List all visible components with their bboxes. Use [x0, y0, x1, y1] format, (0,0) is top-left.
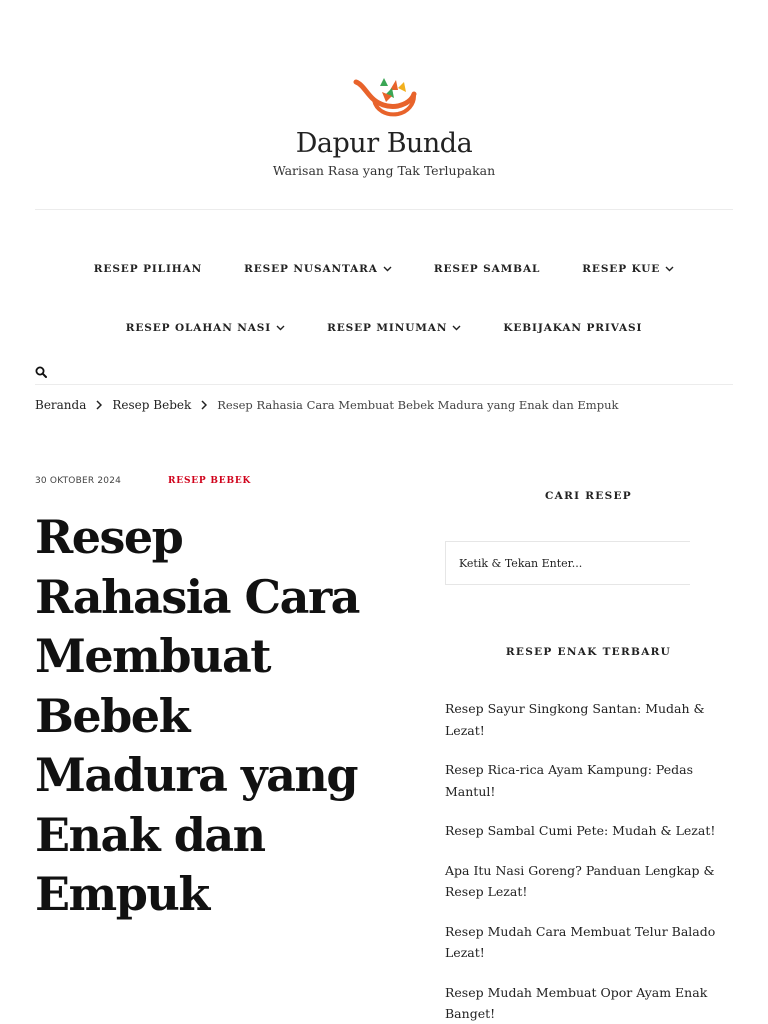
search-input[interactable]	[445, 541, 690, 585]
breadcrumb-category[interactable]: Resep Bebek	[112, 398, 192, 412]
recent-post-link[interactable]: Resep Rica-rica Ayam Kampung: Pedas Mantul!	[445, 762, 693, 799]
nav-item-label: RESEP SAMBAL	[433, 263, 541, 275]
chevron-right-icon	[96, 400, 102, 410]
post-date: 30 OKTOBER 2024	[35, 476, 122, 486]
nav-item-resep-minuman[interactable]	[306, 322, 482, 334]
nav-item-resep-pilihan[interactable]	[73, 263, 223, 275]
recent-post-link[interactable]: Resep Mudah Cara Membuat Telur Balado Lezat!	[445, 923, 716, 960]
header-divider	[35, 209, 733, 210]
recent-posts-list	[445, 698, 735, 1024]
nav-item-resep-nusantara[interactable]	[223, 263, 413, 275]
chevron-down-icon	[452, 325, 461, 331]
chevron-down-icon	[665, 266, 674, 272]
recent-post-link[interactable]: Resep Mudah Membuat Opor Ayam Enak Banget!	[445, 984, 708, 1021]
site-title[interactable]: Dapur Bunda	[295, 128, 473, 159]
recent-post-link[interactable]: Resep Sayur Singkong Santan: Mudah & Lezat!	[445, 701, 705, 738]
post-title: Resep Rahasia Cara Membuat Bebek Madura yang Enak dan Empuk	[35, 510, 359, 921]
nav-item-resep-kue[interactable]	[561, 263, 695, 275]
nav-divider	[35, 384, 733, 385]
search-icon[interactable]	[35, 366, 47, 378]
nav-item-resep-olahan-nasi[interactable]	[105, 322, 306, 334]
site-tagline: Warisan Rasa yang Tak Terlupakan	[272, 163, 496, 178]
recent-post-link[interactable]: Apa Itu Nasi Goreng? Panduan Lengkap & Resep Lezat!	[445, 862, 715, 899]
nav-item-resep-sambal[interactable]	[413, 263, 561, 275]
nav-item-label: RESEP MINUMAN	[327, 322, 448, 334]
recent-post-link[interactable]: Resep Sambal Cumi Pete: Mudah & Lezat!	[445, 823, 716, 838]
recent-posts-title: RESEP ENAK TERBARU	[505, 646, 672, 658]
nav-item-kebijakan-privasi[interactable]	[482, 322, 663, 334]
nav-item-label: RESEP KUE	[582, 263, 661, 275]
nav-item-label: RESEP PILIHAN	[93, 263, 203, 275]
breadcrumb	[35, 398, 618, 412]
nav-item-label: RESEP OLAHAN NASI	[125, 322, 272, 334]
post-category-link[interactable]: RESEP BEBEK	[168, 476, 252, 486]
search-widget-title: CARI RESEP	[544, 490, 632, 502]
main-nav-row-2	[0, 322, 768, 334]
chevron-down-icon	[276, 325, 285, 331]
breadcrumb-current: Resep Rahasia Cara Membuat Bebek Madura yang Enak dan Empuk	[217, 398, 619, 412]
nav-item-label: RESEP NUSANTARA	[244, 263, 378, 275]
chevron-right-icon	[201, 400, 207, 410]
chevron-down-icon	[383, 266, 392, 272]
chili-spoon-logo[interactable]	[352, 74, 418, 120]
breadcrumb-home[interactable]: Beranda	[35, 398, 87, 412]
main-nav-row-1	[0, 263, 768, 275]
nav-item-label: KEBIJAKAN PRIVASI	[503, 322, 643, 334]
